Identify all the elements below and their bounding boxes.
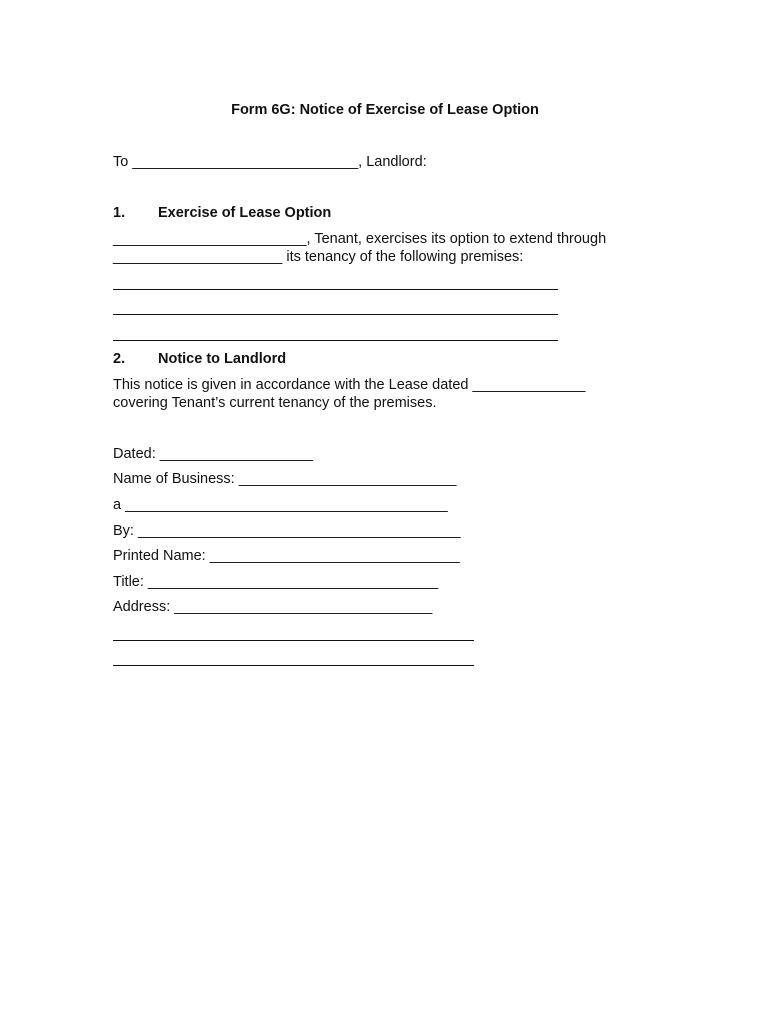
to-landlord-line: To ____________________________, Landlord: (113, 154, 427, 170)
premises-blank-line-3 (113, 340, 558, 341)
printed-name-field: Printed Name: _______________________________ (113, 548, 460, 564)
section-2-heading: Notice to Landlord (158, 351, 287, 367)
address-blank-line-1 (113, 640, 474, 641)
title-field: Title: ____________________________________ (113, 574, 439, 590)
form-title: Form 6G: Notice of Exercise of Lease Option (231, 102, 539, 118)
section-1-heading: Exercise of Lease Option (158, 205, 332, 221)
section-1-line-2: _____________________ its tenancy of the following premises: (113, 249, 524, 265)
section-2-line-1: This notice is given in accordance with the Lease dated ______________ (113, 377, 586, 393)
premises-blank-line-2 (113, 314, 558, 315)
by-field: By: ________________________________________ (113, 523, 461, 539)
entity-type-field: a ________________________________________ (113, 497, 448, 513)
section-2-number: 2. (113, 351, 126, 367)
section-1-number: 1. (113, 205, 126, 221)
section-1-line-1: ________________________, Tenant, exercises its option to extend through (113, 231, 607, 247)
dated-field: Dated: ___________________ (113, 446, 313, 462)
address-blank-line-2 (113, 665, 474, 666)
section-2-line-2: covering Tenant’s current tenancy of the premises. (113, 395, 437, 411)
business-name-field: Name of Business: ___________________________ (113, 471, 457, 487)
premises-blank-line-1 (113, 289, 558, 290)
address-field: Address: ________________________________ (113, 599, 433, 615)
